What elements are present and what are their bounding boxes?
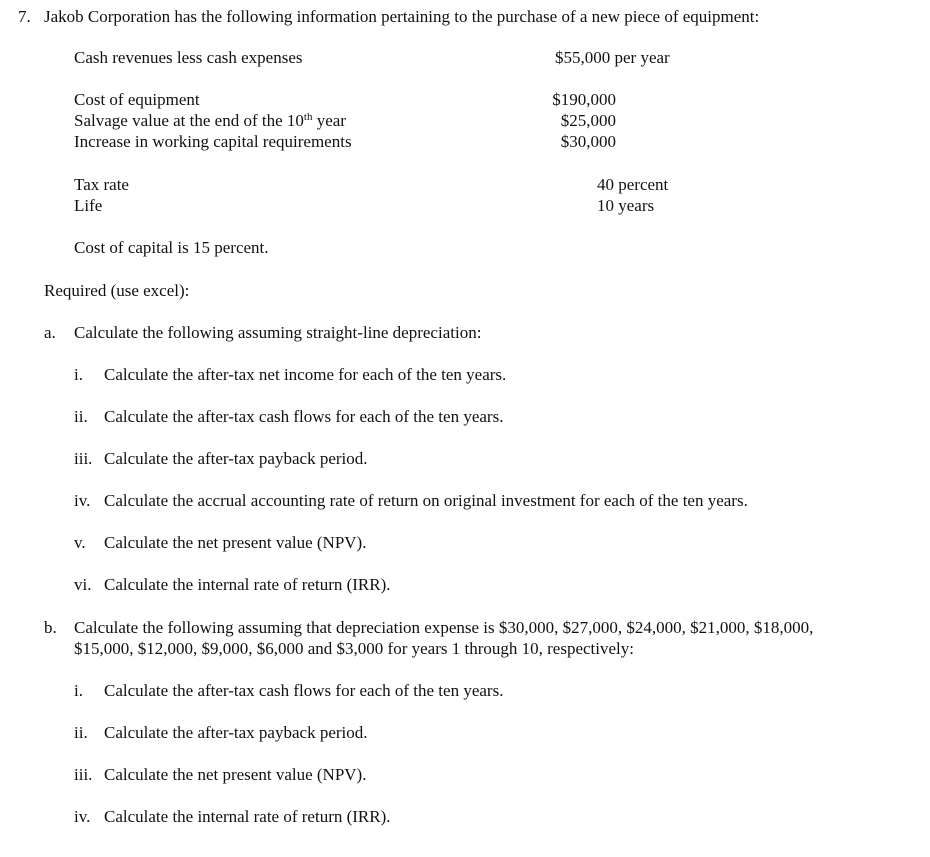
list-item: Calculate the accrual accounting rate of return on original investment for each of the ten years. (104, 491, 748, 510)
problem-statement: Jakob Corporation has the following information pertaining to the purchase of a new piece of equipment: (44, 7, 760, 26)
list-item: Calculate the after-tax payback period. (104, 449, 368, 468)
tax-rate-value: 40 percent (597, 175, 669, 194)
list-item-marker: ii. (74, 407, 88, 426)
list-item-marker: iv. (74, 491, 91, 510)
list-item: Calculate the net present value (NPV). (104, 765, 367, 784)
list-item: Calculate the after-tax payback period. (104, 723, 368, 742)
part-b-text-line1: Calculate the following assuming that depreciation expense is $30,000, $27,000, $24,000, $21,000, $18,000, (74, 618, 814, 637)
list-item: Calculate the internal rate of return (IRR). (104, 575, 391, 594)
working-capital-label: Increase in working capital requirements (74, 132, 352, 151)
cash-revenues-label: Cash revenues less cash expenses (74, 48, 303, 67)
list-item: Calculate the net present value (NPV). (104, 533, 367, 552)
list-item: Calculate the after-tax cash flows for each of the ten years. (104, 407, 504, 426)
cash-revenues-value: $55,000 per year (555, 48, 670, 67)
cost-equipment-label: Cost of equipment (74, 90, 200, 109)
list-item-marker: vi. (74, 575, 92, 594)
life-value: 10 years (597, 196, 655, 215)
salvage-label: Salvage value at the end of the 10th year (74, 111, 346, 130)
cost-of-capital: Cost of capital is 15 percent. (74, 238, 269, 257)
list-item: Calculate the after-tax net income for each of the ten years. (104, 365, 507, 384)
list-item-marker: i. (74, 681, 83, 700)
list-item-marker: iii. (74, 449, 93, 468)
list-item: Calculate the internal rate of return (IRR). (104, 807, 391, 826)
working-capital-value: $30,000 (560, 132, 616, 151)
required-heading: Required (use excel): (44, 281, 190, 300)
tax-rate-label: Tax rate (74, 175, 129, 194)
salvage-value: $25,000 (560, 111, 616, 130)
list-item: Calculate the after-tax cash flows for each of the ten years. (104, 681, 504, 700)
part-a-marker: a. (44, 323, 56, 342)
list-item-marker: iv. (74, 807, 91, 826)
part-a-text: Calculate the following assuming straight-line depreciation: (74, 323, 482, 342)
part-b-text-line2: $15,000, $12,000, $9,000, $6,000 and $3,000 for years 1 through 10, respectively: (74, 639, 634, 658)
part-b-marker: b. (44, 618, 57, 637)
list-item-marker: i. (74, 365, 83, 384)
problem-number: 7. (18, 7, 31, 26)
list-item-marker: ii. (74, 723, 88, 742)
life-label: Life (74, 196, 103, 215)
list-item-marker: v. (74, 533, 86, 552)
cost-equipment-value: $190,000 (552, 90, 616, 109)
list-item-marker: iii. (74, 765, 93, 784)
